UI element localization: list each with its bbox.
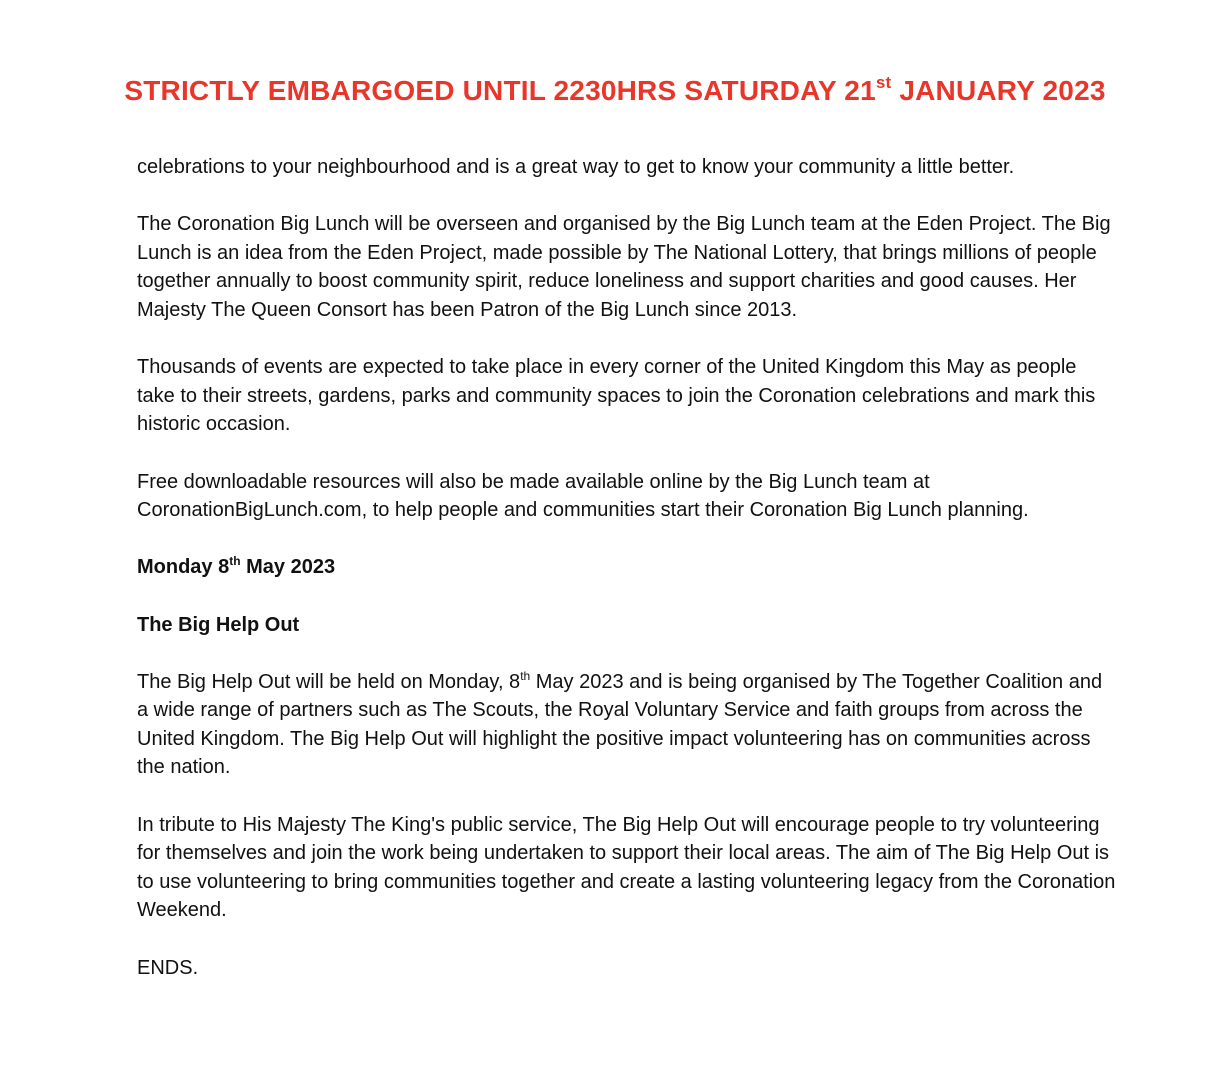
paragraph-tribute: In tribute to His Majesty The King's public service, The Big Help Out will encourage people to try volunteering for themselves and join the work being undertaken to support their local areas. The aim of The Big Help Out is to use volunteering to bring communities together and create a lasting volunteering legacy from the Coronation Weekend.	[137, 813, 1116, 922]
paragraph-big-help-out-rest: May 2023 and is being organised by The Together Coalition and a wide range of partners such as The Scouts, the Royal Voluntary Service and faith groups from across the United Kingdom. The Big Help Out will highlight the positive impact volunteering has on communities across the nation.	[137, 670, 1103, 779]
date-heading-ordinal: th	[229, 554, 241, 569]
paragraph-big-help-out-start: The Big Help Out will be held on Monday, 8	[137, 670, 521, 693]
paragraph-coronation-big-lunch: The Coronation Big Lunch will be overseen and organised by the Big Lunch team at the Eden Project. The Big Lunch is an idea from the Eden Project, made possible by The National Lottery, that brings millions of people together annually to boost community spirit, reduce loneliness and support charities and good causes. Her Majesty The Queen Consort has been Patron of the Big Lunch since 2013.	[137, 213, 1111, 321]
section-heading-big-help-out: The Big Help Out	[137, 613, 300, 636]
paragraph-thousands-of-events: Thousands of events are expected to take place in every corner of the United Kingdom this May as people take to their streets, gardens, parks and community spaces to join the Coronation celebrations and mark this historic occasion.	[137, 356, 1096, 436]
press-release-body	[137, 153, 1117, 1011]
date-heading	[137, 553, 1117, 582]
date-heading-text-end: May 2023	[240, 556, 336, 579]
embargo-text-end: JANUARY 2023	[891, 75, 1106, 106]
paragraph-big-help-out-ordinal: th	[520, 668, 531, 683]
embargo-text: STRICTLY EMBARGOED UNTIL 2230HRS SATURDAY 21	[124, 75, 876, 106]
paragraph-celebrations: celebrations to your neighbourhood and is a great way to get to know your community a little better.	[137, 156, 1015, 178]
date-heading-text: Monday 8	[137, 556, 230, 579]
paragraph-big-help-out	[137, 668, 1117, 782]
embargo-ordinal: st	[875, 73, 892, 92]
paragraph-free-resources: Free downloadable resources will also be made available online by the Big Lunch team at CoronationBigLunch.com, to help people and communities start their Coronation Big Lunch planning.	[137, 470, 1029, 522]
embargo-notice	[100, 70, 1130, 111]
ends-marker: ENDS.	[137, 956, 199, 979]
